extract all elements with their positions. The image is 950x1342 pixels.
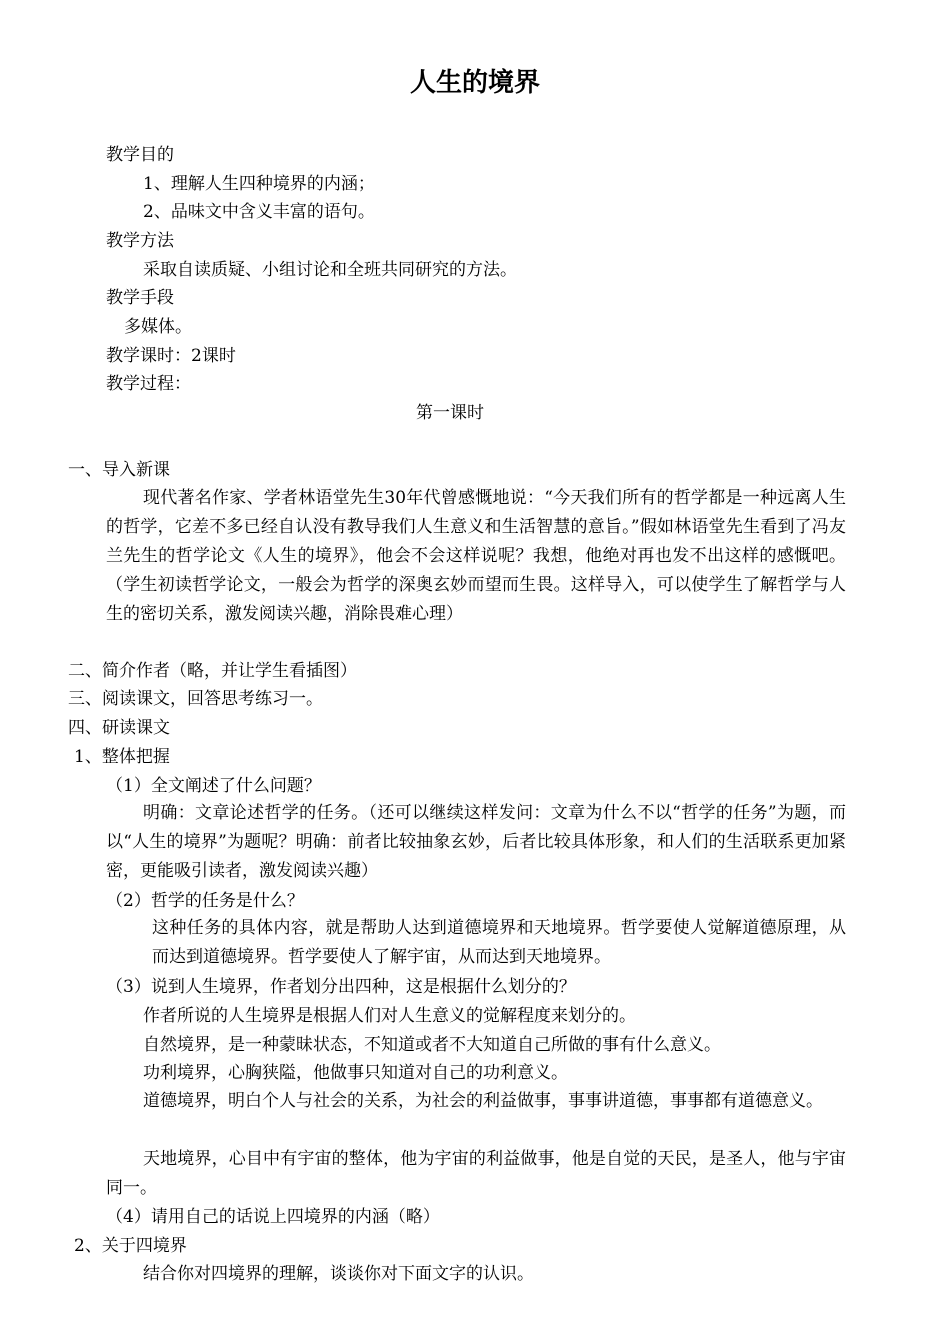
answer-3-line: 功利境界，心胸狭隘，他做事只知道对自己的功利意义。: [143, 1063, 568, 1083]
subsection-1-heading: 1、整体把握: [74, 747, 170, 767]
section-1-paragraph: 现代著名作家、学者林语堂先生30年代曾感慨地说：“今天我们所有的哲学都是一种远离人生的哲学，它差不多已经自认没有教导我们人生意义和生活智慧的意旨。”假如林语堂先生看到了冯友兰先生的哲学论文《人生的境界》，他会不会这样说呢？我想，他绝对再也发不出这样的感慨吧。（学生初读哲学论文，一般会为哲学的深奥玄妙而望而生畏。这样导入，可以使学生了解哲学与人生的密切关系，激发阅读兴趣，消除畏难心理）: [106, 488, 846, 624]
answer-3-paragraph: 天地境界，心目中有宇宙的整体，他为宇宙的利益做事，他是自觉的天民，是圣人，他与宇宙同一。: [106, 1149, 846, 1198]
question-2: （2）哲学的任务是什么？: [106, 891, 304, 911]
answer-3-paragraph: 道德境界，明白个人与社会的关系，为社会的利益做事，事事讲道德，事事都有道德意义。: [143, 1091, 823, 1111]
objective-item: 2、品味文中含义丰富的语句。: [143, 202, 375, 222]
teaching-hours: 教学课时：2课时: [106, 346, 236, 366]
process-heading: 教学过程：: [106, 374, 191, 394]
method-heading: 教学方法: [106, 231, 174, 251]
objective-item: 1、理解人生四种境界的内涵；: [143, 174, 375, 194]
section-3-heading: 三、阅读课文，回答思考练习一。: [68, 689, 323, 709]
method-text: 采取自读质疑、小组讨论和全班共同研究的方法。: [143, 260, 517, 280]
answer-2: 这种任务的具体内容，就是帮助人达到道德境界和天地境界。哲学要使人觉解道德原理，从而达到道德境界。哲学要使人了解宇宙，从而达到天地境界。: [152, 918, 846, 967]
question-4: （4）请用自己的话说上四境界的内涵（略）: [106, 1207, 440, 1227]
section-1-heading: 一、导入新课: [68, 460, 170, 480]
means-heading: 教学手段: [106, 288, 174, 308]
answer-3-line: 作者所说的人生境界是根据人们对人生意义的觉解程度来划分的。: [143, 1006, 636, 1026]
question-3: （3）说到人生境界，作者划分出四种，这是根据什么划分的？: [106, 977, 576, 997]
closing-prompt: 结合你对四境界的理解，谈谈你对下面文字的认识。: [143, 1264, 534, 1284]
document-title: 人生的境界: [409, 68, 540, 98]
subsection-2-heading: 2、关于四境界: [74, 1236, 187, 1256]
lesson-title: 第一课时: [416, 403, 484, 423]
means-text: 多媒体。: [124, 317, 192, 337]
section-4-heading: 四、研读课文: [68, 718, 170, 738]
answer-3-line: 自然境界，是一种蒙昧状态，不知道或者不大知道自己所做的事有什么意义。: [143, 1035, 721, 1055]
answer-1: 明确：文章论述哲学的任务。（还可以继续这样发问：文章为什么不以“哲学的任务”为题，而以“人生的境界”为题呢？明确：前者比较抽象玄妙，后者比较具体形象，和人们的生活联系更加紧密，更能吸引读者，激发阅读兴趣）: [106, 803, 846, 881]
question-1: （1）全文阐述了什么问题？: [106, 776, 321, 796]
section-2-heading: 二、简介作者（略，并让学生看插图）: [68, 661, 357, 681]
objectives-heading: 教学目的: [106, 145, 174, 165]
